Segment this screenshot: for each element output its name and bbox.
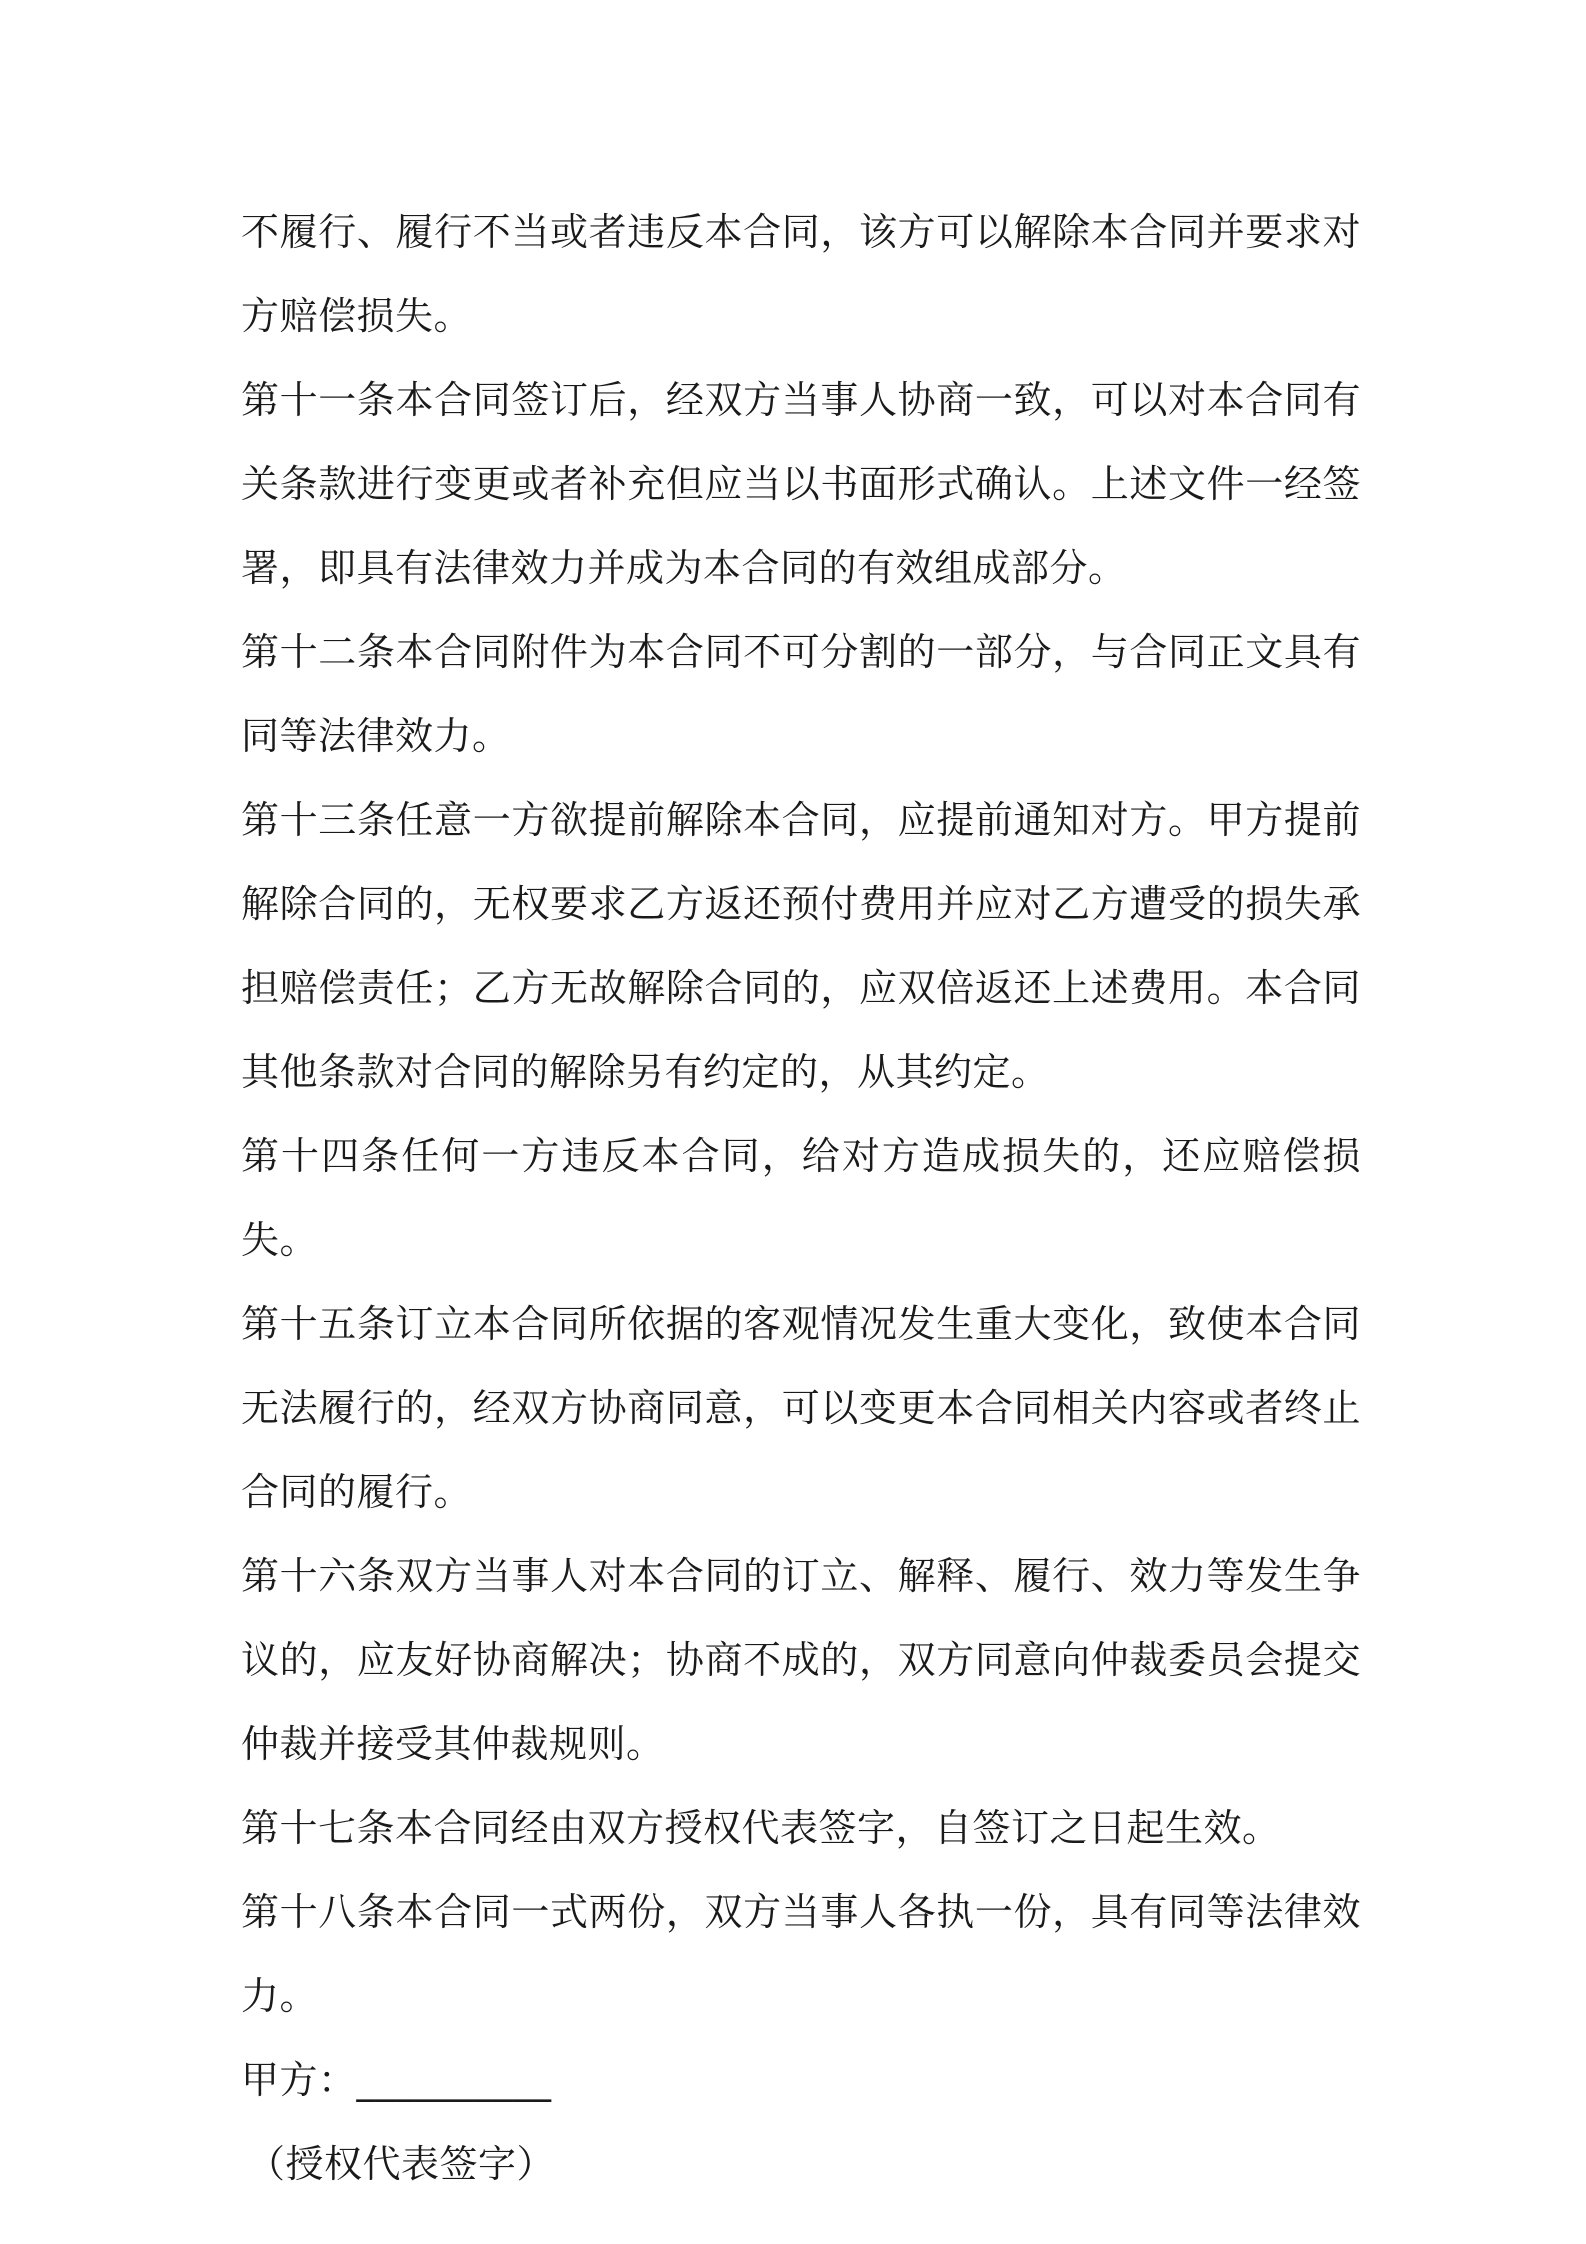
paragraph-article-17: 第十七条本合同经由双方授权代表签字，自签订之日起生效。: [241, 1806, 1281, 1850]
paragraph-article-14: 第十四条任何一方违反本合同，给对方造成损失的，还应赔偿损失。: [241, 1134, 1361, 1262]
paragraph-termination-clause: 不履行、履行不当或者违反本合同，该方可以解除本合同并要求对方赔偿损失。: [241, 210, 1361, 338]
paragraph-article-16: 第十六条双方当事人对本合同的订立、解释、履行、效力等发生争议的，应友好协商解决；协商不成的，双方同意向仲裁委员会提交仲裁并接受其仲裁规则。: [241, 1554, 1361, 1766]
contract-body: [241, 190, 1361, 2206]
paragraph-article-12: 第十二条本合同附件为本合同不可分割的一部分，与合同正文具有同等法律效力。: [241, 630, 1361, 758]
paragraph-article-11: 第十一条本合同签订后，经双方当事人协商一致，可以对本合同有关条款进行变更或者补充但应当以书面形式确认。上述文件一经签署，即具有法律效力并成为本合同的有效组成部分。: [241, 378, 1361, 590]
paragraph-article-15: 第十五条订立本合同所依据的客观情况发生重大变化，致使本合同无法履行的，经双方协商同意，可以变更本合同相关内容或者终止合同的履行。: [241, 1302, 1361, 1514]
party-a-signature-note: （授权代表签字）: [247, 2142, 556, 2186]
party-a-signature-line: 甲方：__________: [241, 2058, 552, 2102]
paragraph-article-18: 第十八条本合同一式两份，双方当事人各执一份，具有同等法律效力。: [241, 1890, 1361, 2018]
paragraph-article-13: 第十三条任意一方欲提前解除本合同，应提前通知对方。甲方提前解除合同的，无权要求乙方返还预付费用并应对乙方遭受的损失承担赔偿责任；乙方无故解除合同的，应双倍返还上述费用。本合同其他条款对合同的解除另有约定的，从其约定。: [241, 798, 1361, 1094]
